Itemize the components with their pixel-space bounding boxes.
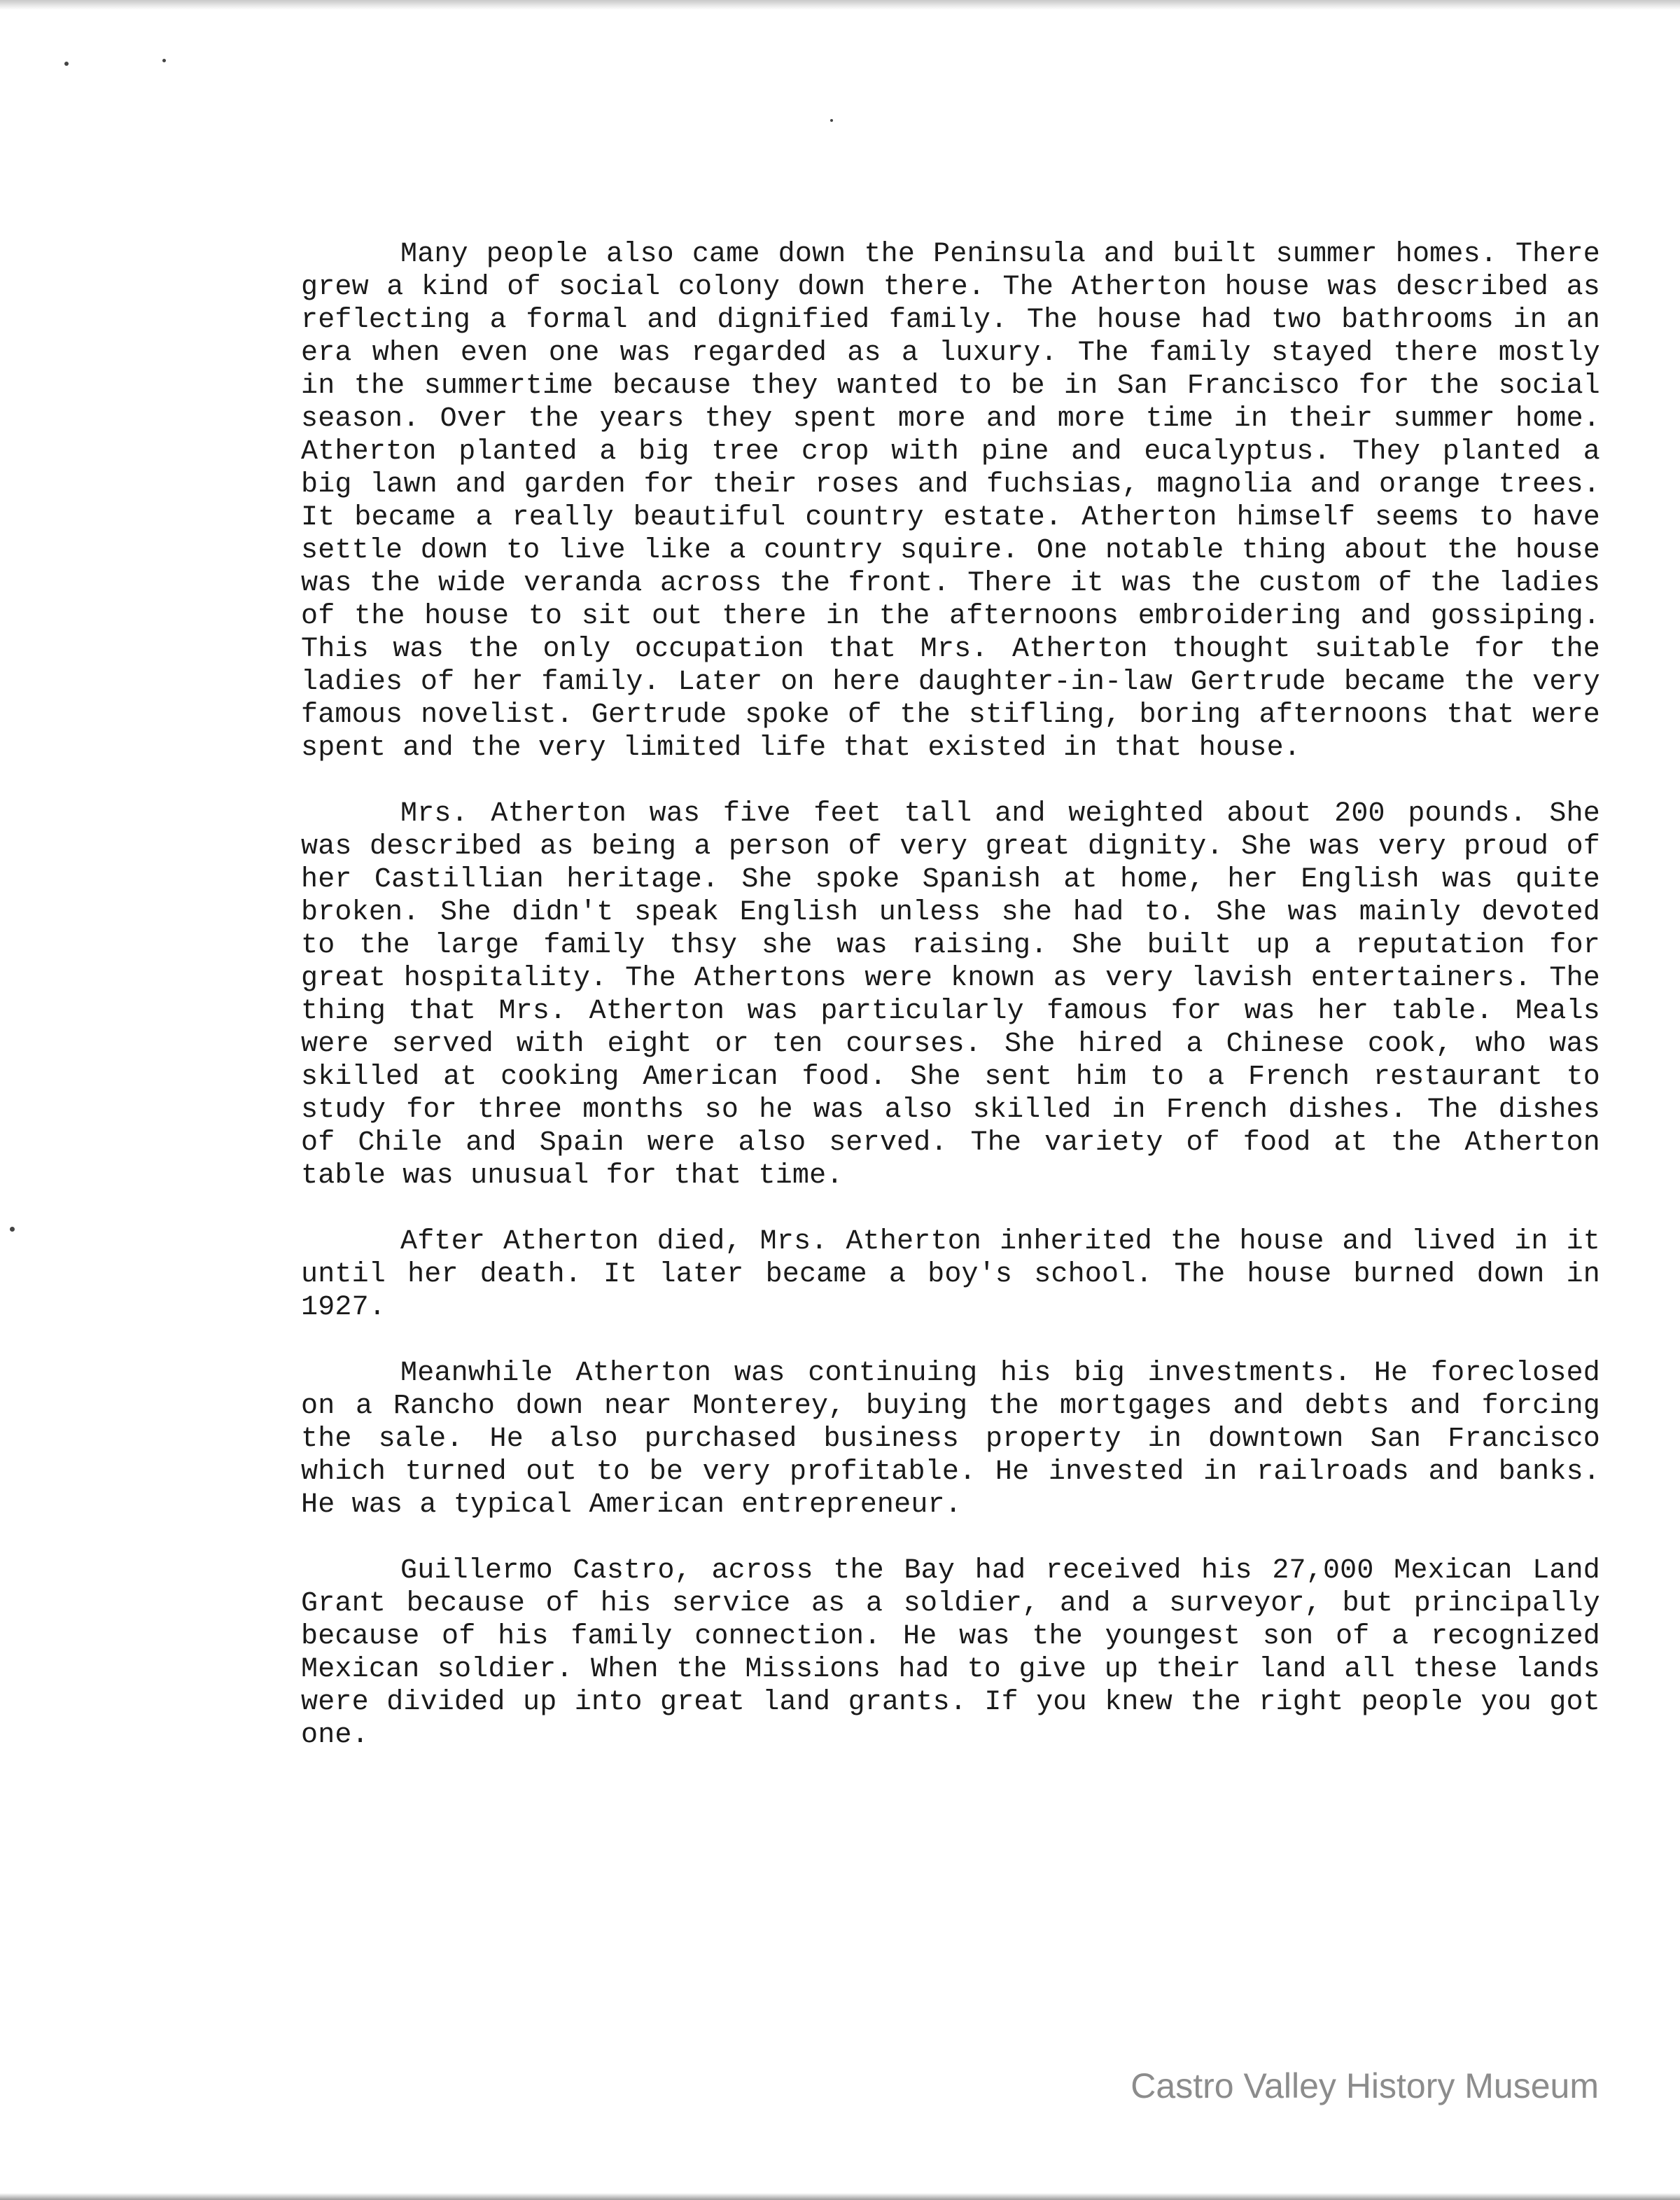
scan-speck (830, 119, 833, 122)
scan-speck (64, 62, 69, 66)
paragraph-atherton-investments: Meanwhile Atherton was continuing his big investments. He foreclosed on a Rancho down near Monterey, buying the mortgages and debts and forcing the sale. He also purchased business property in downtown San Francisco which turned out to be very profitable. He invested in railroads and banks. He was a typical American entrepreneur. (301, 1358, 1600, 1521)
paragraph-mrs-atherton: Mrs. Atherton was five feet tall and weighted about 200 pounds. She was described as being a person of very great dignity. She was very proud of her Castillian heritage. She spoke Spanish at home, her English was quite broken. She didn't speak English unless she had to. She was mainly devoted to the large family thsy she was raising. She built up a reputation for great hospitality. The Athertons were known as very lavish entertainers. The thing that Mrs. Atherton was particularly famous for was her table. Meals were served with eight or ten courses. She hired a Chinese cook, who was skilled at cooking American food. She sent him to a French restaurant to study for three months so he was also skilled in French dishes. The dishes of Chile and Spain were also served. The variety of food at the Atherton table was unusual for that time. (301, 798, 1600, 1192)
document-body (301, 238, 1600, 1785)
scan-speck (162, 59, 166, 62)
paragraph-house-fate: After Atherton died, Mrs. Atherton inherited the house and lived in it until her death. It later became a boy's school. The house burned down in 1927. (301, 1226, 1600, 1323)
paragraph-guillermo-castro: Guillermo Castro, across the Bay had received his 27,000 Mexican Land Grant because of his service as a soldier, and a surveyor, but principally because of his family connection. He was the youngest son of a recognized Mexican soldier. When the Missions had to give up their land all these lands were divided up into great land grants. If you knew the right people you got one. (301, 1555, 1600, 1751)
museum-watermark: Castro Valley History Museum (1130, 2066, 1599, 2105)
scan-speck (10, 1227, 15, 1232)
paragraph-atherton-summer-home: Many people also came down the Peninsula and built summer homes. There grew a kind of social colony down there. The Atherton house was described as reflecting a formal and dignified family. The house had two bathrooms in an era when even one was regarded as a luxury. The family stayed there mostly in the summertime because they wanted to be in San Francisco for the social season. Over the years they spent more and more time in their summer home. Atherton planted a big tree crop with pine and eucalyptus. They planted a big lawn and garden for their roses and fuchsias, magnolia and orange trees. It became a really beautiful country estate. Atherton himself seems to have settle down to live like a country squire. One notable thing about the house was the wide veranda across the front. There it was the custom of the ladies of the house to sit out there in the afternoons embroidering and gossiping. This was the only occupation that Mrs. Atherton thought suitable for the ladies of her family. Later on here daughter-in-law Gertrude became the very famous novelist. Gertrude spoke of the stifling, boring afternoons that were spent and the very limited life that existed in that house. (301, 239, 1600, 764)
scan-edge-top (0, 0, 1680, 10)
scan-edge-bottom (0, 2193, 1680, 2200)
